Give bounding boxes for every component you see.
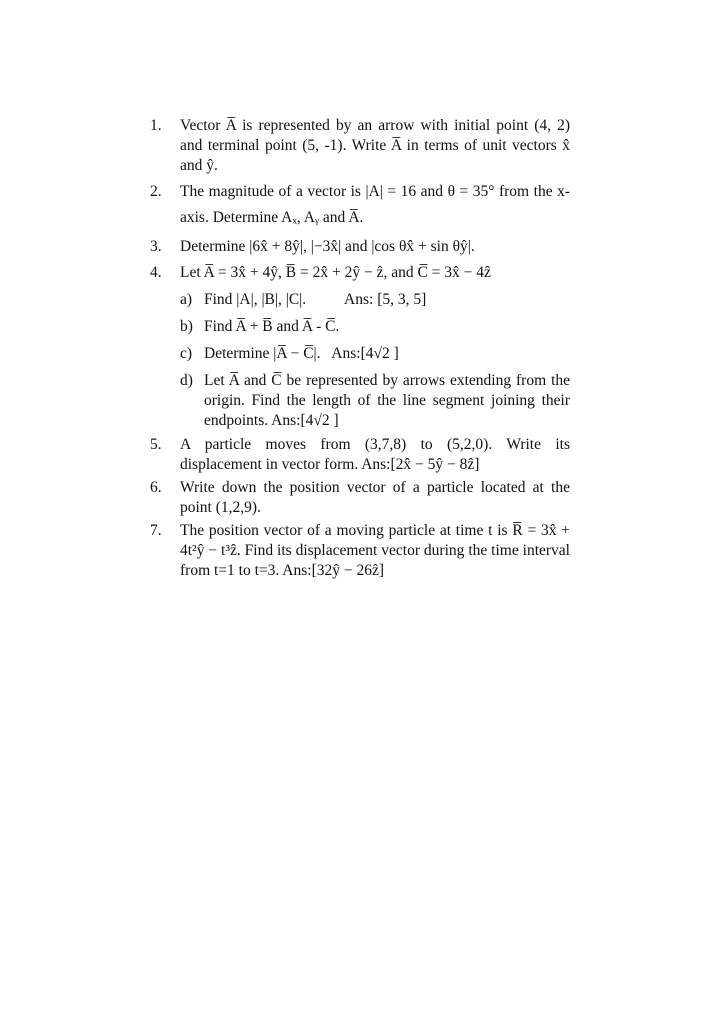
problem-2 xyxy=(150,179,570,231)
problem-number: 1. xyxy=(150,117,162,134)
sub-question-d xyxy=(180,371,574,431)
sub-question-label: c) xyxy=(180,345,193,362)
problem-text: The position vector of a moving particle at time t is R̅ = 3x̂ + 4t²ŷ − t³ẑ. Find its displacement vector during the time interval from t=1 to t=3. Ans:[32ŷ − 26ẑ] xyxy=(180,522,574,579)
problem-number: 6. xyxy=(150,479,162,496)
sub-question-label: a) xyxy=(180,291,193,308)
problem-text: Determine |6x̂ + 8ŷ|, |−3x̂| and |cos θx̂ + sin θŷ|. xyxy=(180,238,475,255)
sub-question-a xyxy=(180,287,570,313)
problem-number: 4. xyxy=(150,264,162,281)
problem-3 xyxy=(150,234,570,260)
sub-question-text: Let A̅ and C̅ be represented by arrows extending from the origin. Find the length of the line segment joining their endpoints. Ans:[4√2 ] xyxy=(204,372,574,429)
sub-question-label: b) xyxy=(180,318,193,335)
problem-text: A particle moves from (3,7,8) to (5,2,0). Write its displacement in vector form. Ans:[2x̂ − 5ŷ − 8ẑ] xyxy=(180,436,574,473)
problem-number: 2. xyxy=(150,183,162,200)
problem-1 xyxy=(150,116,574,176)
problem-text: The magnitude of a vector is |A| = 16 and θ = 35° from the x-axis. Determine Aₓ, Aᵧ and A̅. xyxy=(180,183,570,226)
sub-question-label: d) xyxy=(180,372,193,389)
sub-question-text: Determine |A̅ − C̅|. Ans:[4√2 ] xyxy=(204,345,399,362)
problem-4 xyxy=(150,263,574,431)
problem-text: Write down the position vector of a particle located at the point (1,2,9). xyxy=(180,479,574,516)
problem-7 xyxy=(150,521,574,581)
problem-number: 7. xyxy=(150,522,162,539)
problem-text: Let A̅ = 3x̂ + 4ŷ, B̅ = 2x̂ + 2ŷ − ẑ, and C̅ = 3x̂ − 4ẑ xyxy=(180,264,491,281)
sub-question-text: Find A̅ + B̅ and A̅ - C̅. xyxy=(204,318,340,335)
problem-5 xyxy=(150,435,574,475)
sub-question-b xyxy=(180,317,570,337)
problem-text: Vector A̅ is represented by an arrow with initial point (4, 2) and terminal point (5, -1). Write A̅ in terms of unit vectors x̂ and ŷ. xyxy=(180,117,574,174)
problem-number: 3. xyxy=(150,238,162,255)
sub-question-c xyxy=(180,341,570,367)
problem-number: 5. xyxy=(150,436,162,453)
problem-6 xyxy=(150,478,574,518)
sub-question-text: Find |A|, |B|, |C|. Ans: [5, 3, 5] xyxy=(204,291,427,308)
sub-question-list xyxy=(180,287,574,431)
problem-list xyxy=(150,116,574,584)
